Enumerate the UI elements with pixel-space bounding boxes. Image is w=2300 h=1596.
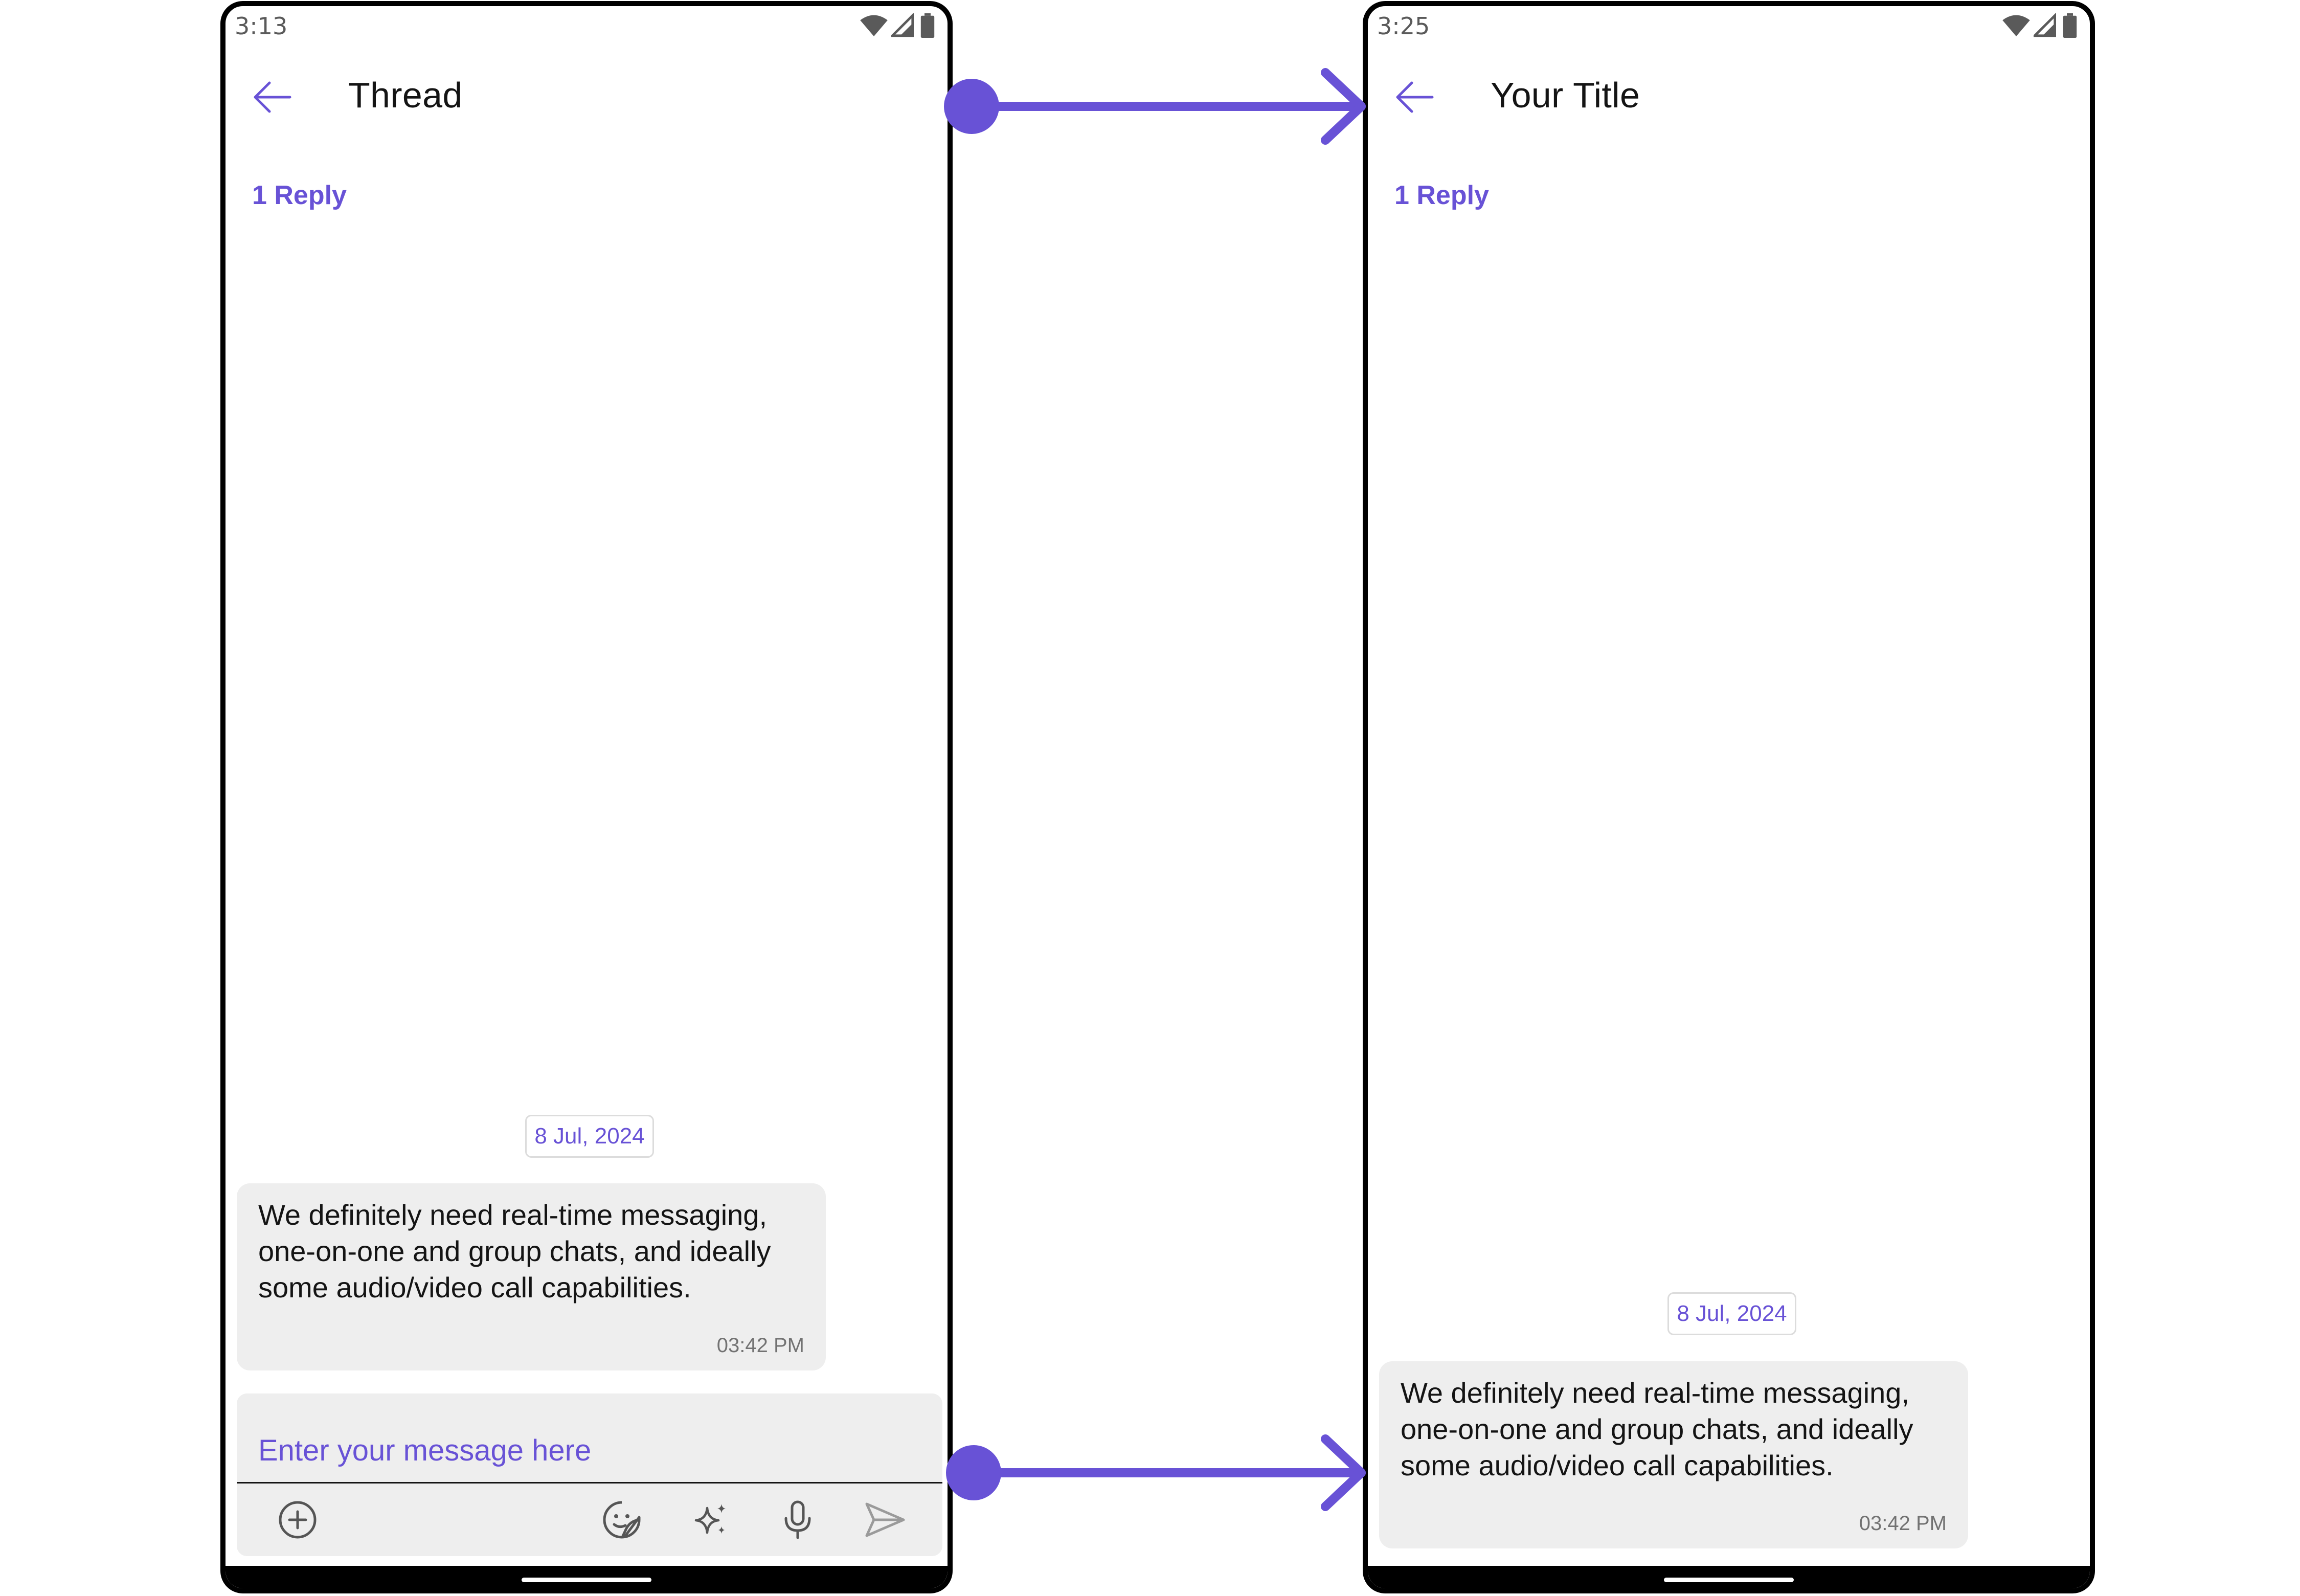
system-navigation-bar (1368, 1566, 2090, 1588)
message-input[interactable] (237, 1393, 942, 1483)
battery-icon (920, 13, 935, 38)
back-button[interactable] (1394, 77, 1435, 118)
message-bubble[interactable] (237, 1183, 826, 1370)
left-phone-screen (220, 1, 953, 1593)
microphone-icon (775, 1497, 821, 1543)
message-bubble[interactable] (1379, 1361, 1968, 1548)
message-timestamp: 03:42 PM (1859, 1512, 1947, 1535)
add-attachment-icon (275, 1497, 321, 1543)
add-attachment-button[interactable] (275, 1497, 321, 1543)
status-bar-icons (2002, 13, 2079, 38)
home-indicator[interactable] (522, 1578, 651, 1582)
voice-record-button[interactable] (775, 1497, 821, 1543)
date-separator: 8 Jul, 2024 (1667, 1292, 1796, 1335)
date-separator: 8 Jul, 2024 (525, 1115, 654, 1158)
back-arrow-icon (252, 77, 293, 118)
composer-connector-arrow (943, 1432, 1370, 1514)
message-composer (237, 1393, 942, 1556)
home-indicator[interactable] (1664, 1578, 1794, 1582)
battery-icon (2062, 13, 2078, 38)
header-title: Your Title (1491, 75, 1640, 115)
cellular-signal-icon (891, 13, 914, 38)
status-bar-icons (860, 13, 936, 38)
right-phone-screen (1363, 1, 2095, 1593)
send-button[interactable] (862, 1497, 908, 1543)
message-timestamp: 03:42 PM (716, 1334, 804, 1357)
reply-count: 1 Reply (1394, 181, 1489, 210)
message-text: We definitely need real-time messaging, one-on-one and group chats, and ideally some audio/video call capabilities. (1401, 1377, 1913, 1481)
status-bar-time: 3:13 (235, 12, 288, 40)
sticker-button[interactable] (599, 1497, 645, 1543)
status-bar-time: 3:25 (1377, 12, 1430, 40)
ai-assist-button[interactable] (688, 1497, 734, 1543)
system-navigation-bar (226, 1566, 948, 1588)
reply-count: 1 Reply (252, 181, 347, 210)
cellular-signal-icon (2034, 13, 2056, 38)
ai-sparkle-icon (688, 1497, 734, 1543)
wifi-icon (2002, 13, 2031, 38)
message-text: We definitely need real-time messaging, one-on-one and group chats, and ideally some audio/video call capabilities. (258, 1199, 771, 1303)
title-connector-arrow (941, 65, 1370, 147)
back-arrow-icon (1394, 77, 1435, 118)
send-icon (862, 1497, 908, 1543)
back-button[interactable] (252, 77, 293, 118)
wifi-icon (860, 13, 888, 38)
sticker-icon (599, 1497, 645, 1543)
header-title: Thread (348, 75, 463, 115)
